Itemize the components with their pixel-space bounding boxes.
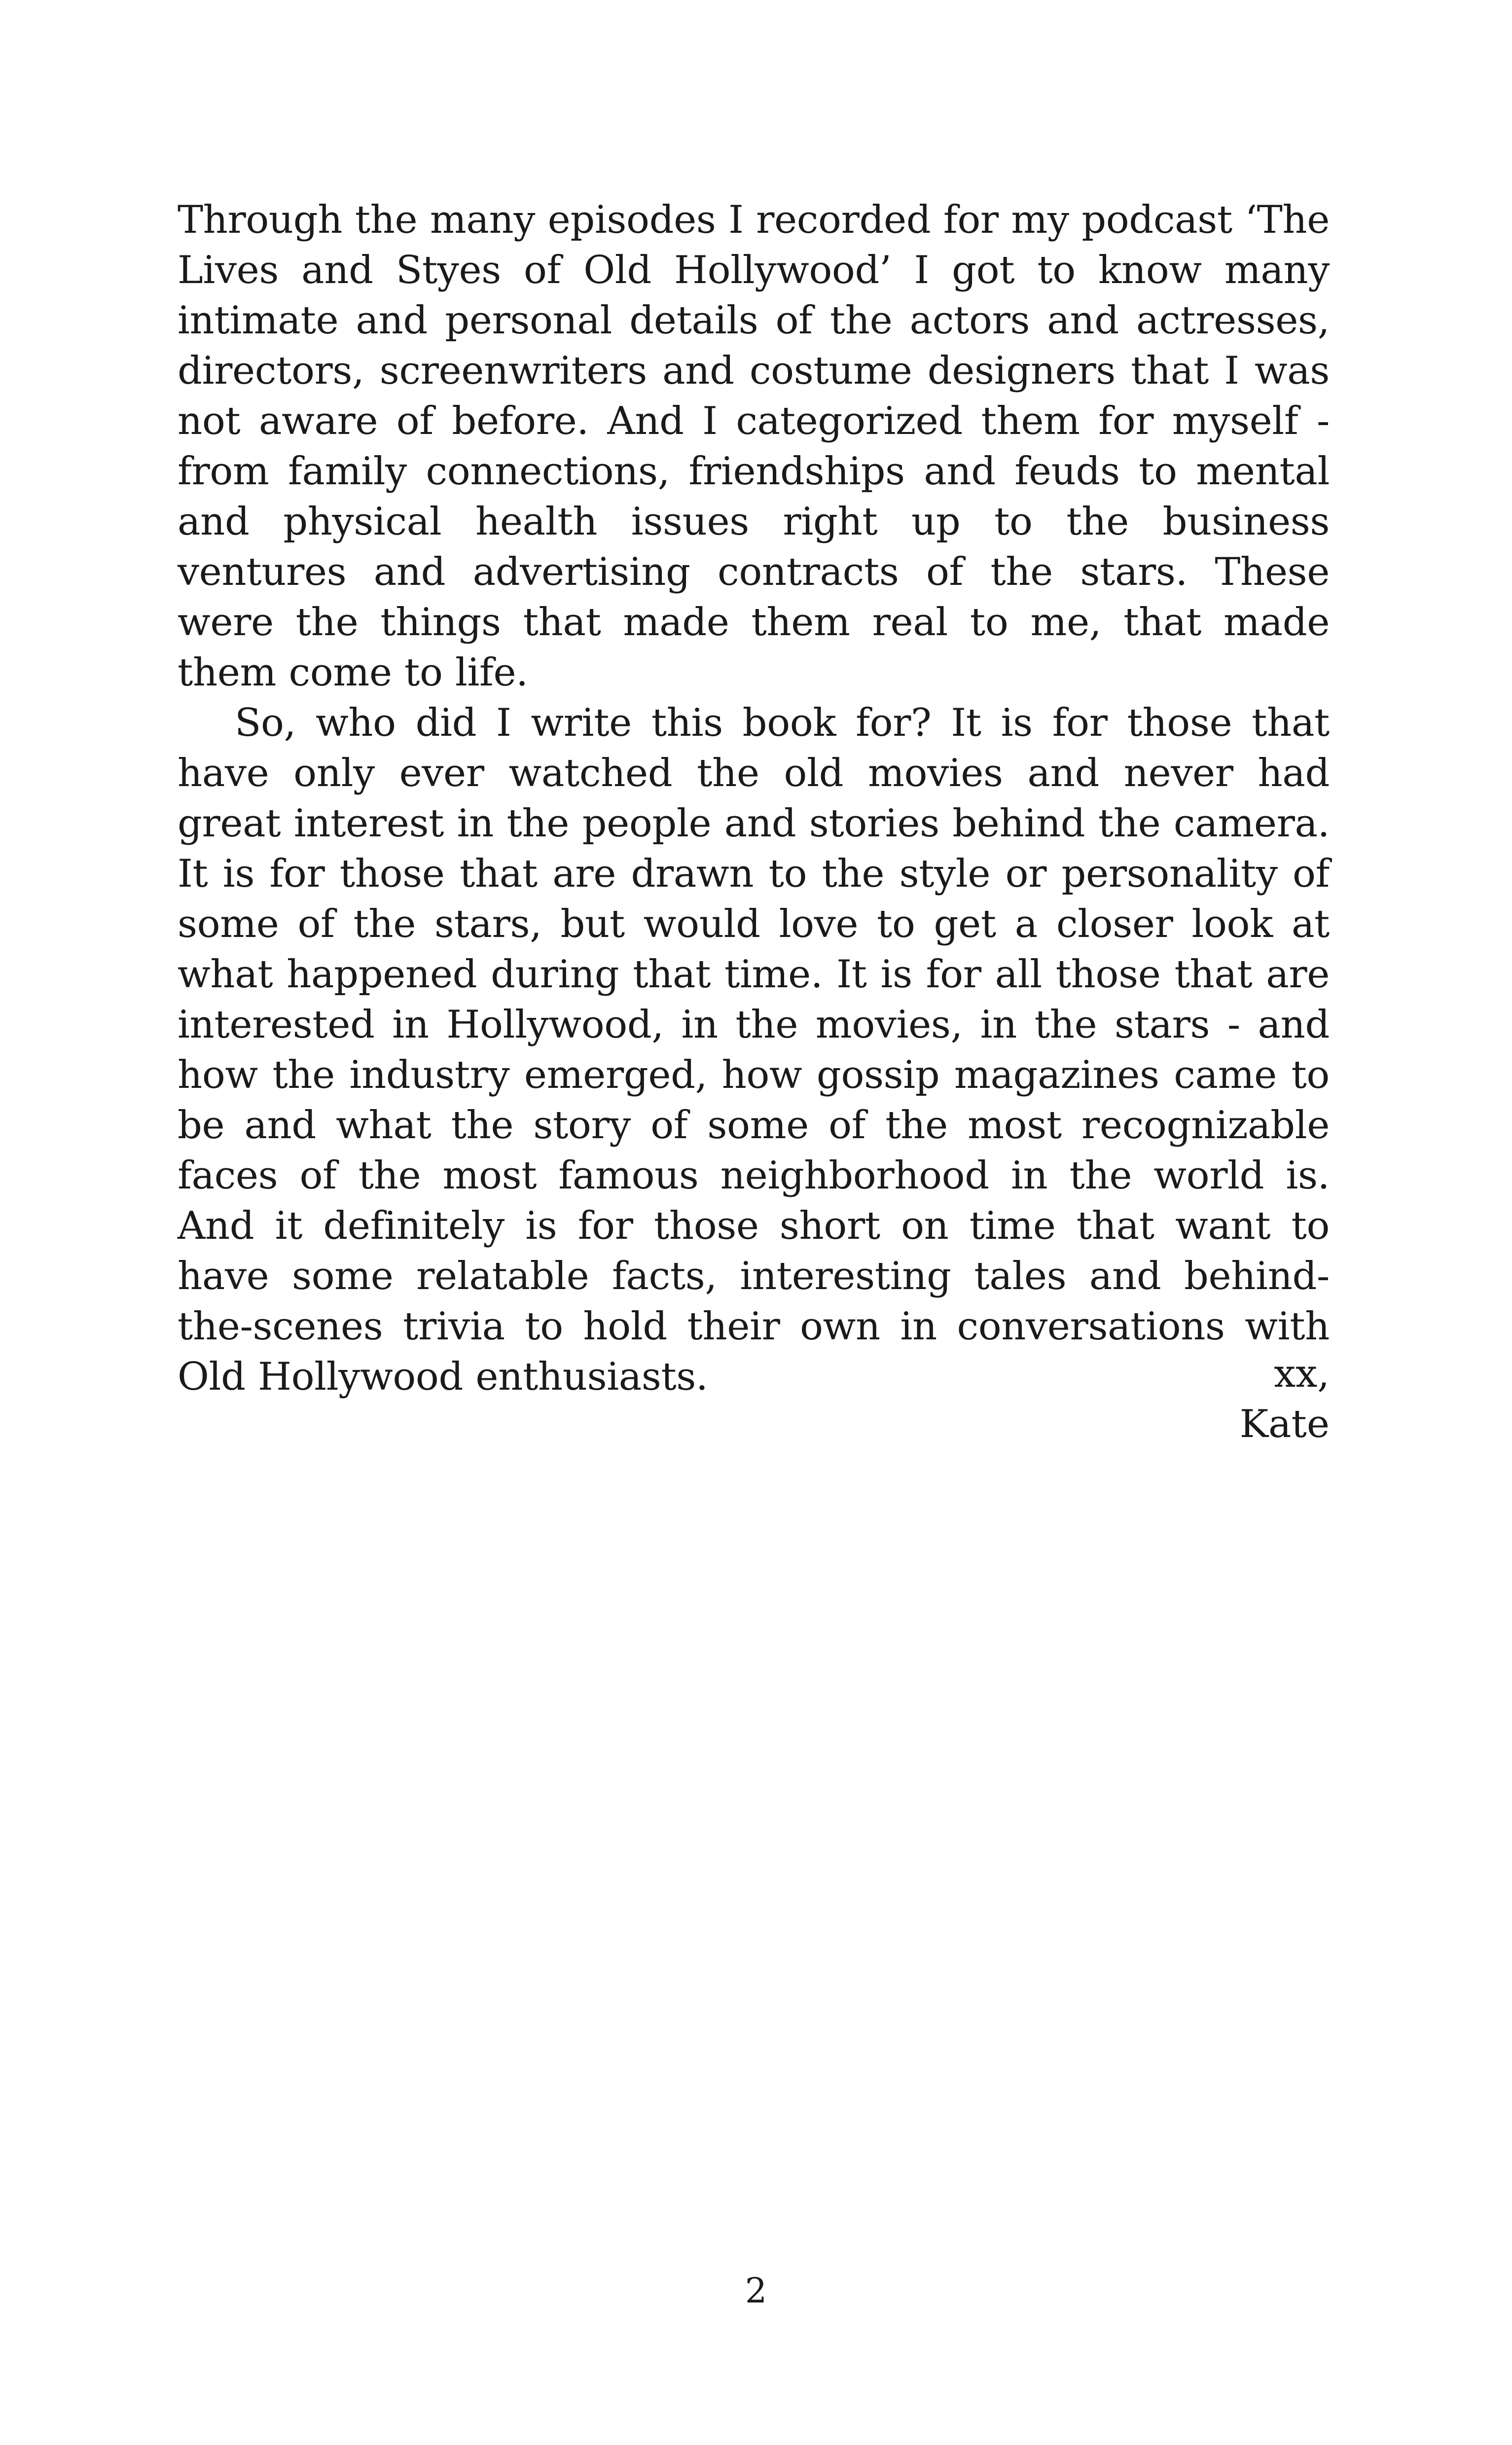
signoff-name: Kate [1239, 1402, 1330, 1446]
signoff [1240, 1349, 1330, 1449]
signoff-closing: xx, [1274, 1352, 1330, 1396]
paragraph-podcast: Through the many episodes I recorded for my podcast ‘The Lives and Styes of Old Hollywood’ I got to know many intimate and personal details of the actors and actresses, directors, screenwriters and costume designers that I was not aware of before. And I categorized them for myself - from family connections, friendships and feuds to mental and physical health issues right up to the business ventures and advertising contracts of the stars. These were the things that made them real to me, that made them come to life. [178, 198, 1330, 695]
page-number: 2 [745, 2270, 767, 2311]
body-text [178, 195, 1330, 1402]
paragraph-audience: So, who did I write this book for? It is for those that have only ever watched the old movies and never had great interest in the people and stories behind the camera. It is for those that are drawn to the style or personality of some of the stars, but would love to get a closer look at what happened during that time. It is for all those that are interested in Hollywood, in the movies, in the stars - and how the industry emerged, how gossip magazines came to be and what the story of some of the most recognizable faces of the most famous neighborhood in the world is. And it definitely is for those short on time that want to have some relatable facts, interesting tales and behind-the-scenes trivia to hold their own in conversations with Old Hollywood enthusiasts. [178, 701, 1330, 1399]
